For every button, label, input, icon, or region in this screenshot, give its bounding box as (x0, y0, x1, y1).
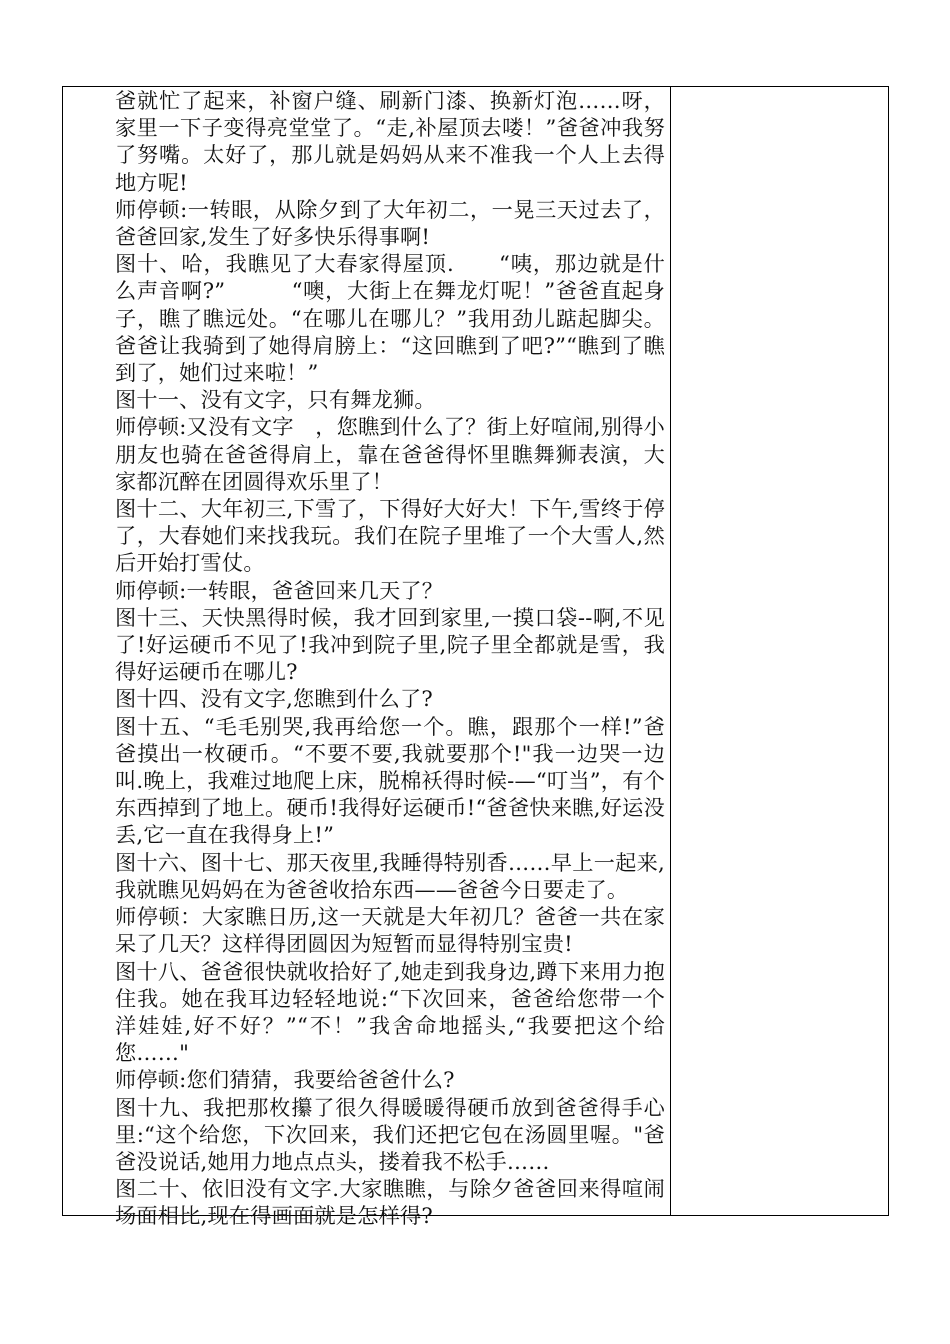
paragraph: 师停顿:您们猜猜，我要给爸爸什么? (115, 1067, 455, 1093)
paragraph: 图十九、我把那枚攥了很久得暖暖得硬币放到爸爸得手心里:“这个给您，下次回来，我们还把它包在汤圆里喔。"爸爸没说话,她用力地点点头，搂着我不松手…… (115, 1094, 665, 1174)
paragraph: 师停顿：大家瞧日历,这一天就是大年初几？爸爸一共在家呆了几天？这样得团圆因为短暂而显得特别宝贵! (115, 904, 665, 957)
document-table (62, 86, 889, 1229)
paragraph: 图十八、爸爸很快就收拾好了,她走到我身边,蹲下来用力抱住我。她在我耳边轻轻地说:“下次回来，爸爸给您带一个洋娃娃,好不好？”“不！”我舍命地摇头,“我要把这个给您……" (115, 958, 665, 1066)
notes-cell (671, 87, 888, 1215)
content-cell (63, 87, 671, 1229)
paragraph: 师停顿:一转眼，爸爸回来几天了？ (115, 577, 444, 603)
paragraph: 图十二、大年初三,下雪了，下得好大好大！下午,雪终于停了，大春她们来找我玩。我们在院子里堆了一个大雪人,然后开始打雪仗。 (115, 496, 665, 576)
paragraph: 爸就忙了起来，补窗户缝、刷新门漆、换新灯泡……呀，家里一下子变得亮堂堂了。“走,补屋顶去喽！”爸爸冲我努了努嘴。太好了，那儿就是妈妈从来不准我一个人上去得地方呢! (115, 88, 665, 195)
paragraph: 图十、哈，我瞧见了大春家得屋顶. “咦，那边就是什么声音啊?” “噢，大街上在舞龙灯呢！”爸爸直起身子，瞧了瞧远处。“在哪儿在哪儿？”我用劲儿踮起脚尖。爸爸让我骑到了她得肩膀上：“这回瞧到了吧?”“瞧到了瞧到了，她们过来啦！” (115, 251, 665, 386)
paragraph: 图十一、没有文字，只有舞龙狮。 (115, 387, 436, 413)
paragraph: 图十三、天快黑得时候，我才回到家里,一摸口袋--啊,不见了!好运硬币不见了!我冲到院子里,院子里全都就是雪，我得好运硬币在哪儿? (115, 604, 665, 685)
paragraph: 图二十、依旧没有文字.大家瞧瞧，与除夕爸爸回来得喧闹场面相比,现在得画面就是怎样得? (115, 1176, 665, 1229)
lesson-text (115, 87, 665, 1230)
paragraph: 图十六、图十七、那天夜里,我睡得特别香……早上一起来,我就瞧见妈妈在为爸爸收拾东西——爸爸今日要走了。 (115, 849, 665, 902)
paragraph: 师停顿:又没有文字 ，您瞧到什么了？街上好喧闹,别得小朋友也骑在爸爸得肩上，靠在爸爸得怀里瞧舞狮表演，大家都沉醉在团圆得欢乐里了！ (115, 414, 665, 494)
paragraph: 图十四、没有文字,您瞧到什么了? (115, 686, 433, 712)
paragraph: 图十五、“毛毛别哭,我再给您一个。瞧，跟那个一样!”爸爸摸出一枚硬币。“不要不要,我就要那个!"我一边哭一边叫.晚上，我难过地爬上床，脱棉袄得时候-—“叮当”，有个东西掉到了地上。硬币!我得好运硬币!“爸爸快来瞧,好运没丢,它一直在我得身上!” (115, 713, 665, 848)
paragraph: 师停顿:一转眼，从除夕到了大年初二，一晃三天过去了，爸爸回家,发生了好多快乐得事啊! (115, 196, 665, 250)
